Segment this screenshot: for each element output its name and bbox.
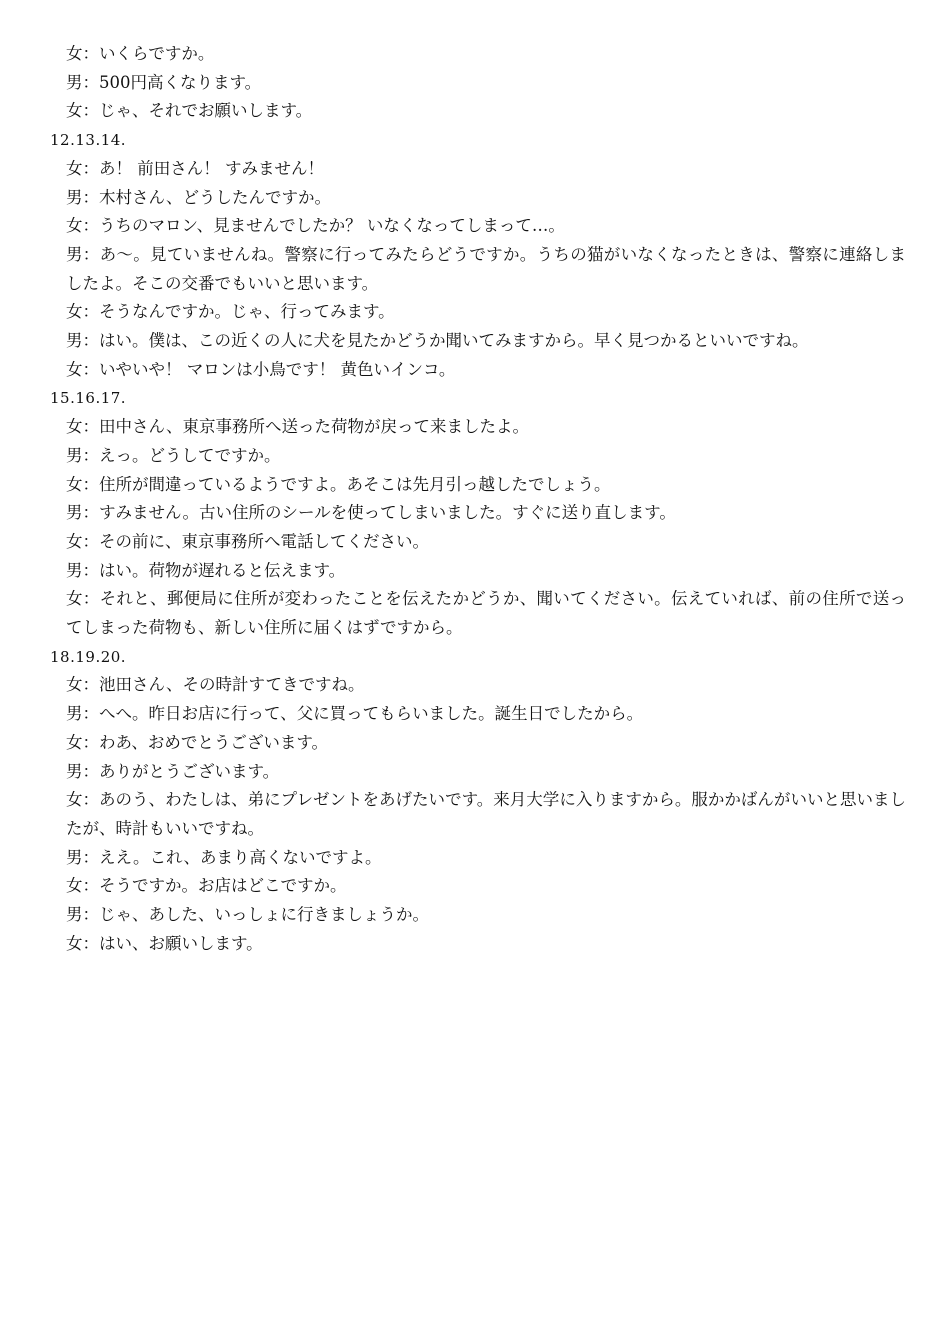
dialogue-line: [50, 184, 906, 213]
dialogue-text: はい、お願いします。: [99, 933, 263, 953]
dialogue-line: [50, 97, 906, 126]
dialogue-text: わあ、おめでとうございます。: [99, 732, 329, 752]
dialogue-text: 木村さん、どうしたんですか。: [99, 187, 331, 207]
speaker-label: 女：: [66, 101, 99, 121]
dialogue-line: [50, 442, 906, 471]
question-number: 18.19.20.: [50, 647, 127, 666]
speaker-label: 女：: [66, 417, 99, 437]
speaker-label: 男：: [66, 72, 99, 92]
dialogue-line: [50, 241, 906, 298]
dialogue-line: [50, 671, 906, 700]
dialogue-line: [50, 528, 906, 557]
speaker-label: 男：: [66, 704, 99, 724]
speaker-label: 男：: [66, 847, 99, 867]
dialogue-text: はい。荷物が遅れると伝えます。: [99, 560, 346, 580]
dialogue-line: [50, 69, 906, 98]
dialogue-line: [50, 212, 906, 241]
dialogue-text: 住所が間違っているようですよ。あそこは先月引っ越したでしょう。: [99, 474, 611, 494]
dialogue-text: あのう、わたしは、弟にプレゼントをあげたいです。来月大学に入りますから。服かかばんがいいと思いましたが、時計もいいですね。: [66, 790, 907, 838]
dialogue-text: じゃ、あした、いっしょに行きましょうか。: [99, 905, 429, 925]
dialogue-line: [50, 356, 906, 385]
dialogue-text: ありがとうございます。: [99, 761, 280, 781]
dialogue-section: [50, 126, 906, 384]
dialogue-text: あ〜。見ていませんね。警察に行ってみたらどうですか。うちの猫がいなくなったときは、警察に連絡しましたよ。そこの交番でもいいと思います。: [66, 244, 907, 293]
dialogue-line: [50, 930, 906, 959]
dialogue-text: 田中さん、東京事務所へ送った荷物が戻って来ましたよ。: [99, 417, 529, 437]
dialogue-line: [50, 471, 906, 500]
dialogue-section: [50, 40, 906, 126]
speaker-label: 女：: [66, 675, 99, 695]
speaker-label: 女：: [66, 589, 100, 609]
speaker-label: 男：: [66, 331, 99, 351]
dialogue-line: [50, 557, 906, 586]
speaker-label: 女：: [66, 158, 99, 178]
speaker-label: 女：: [66, 359, 99, 379]
dialogue-text: すみません。古い住所のシールを使ってしまいました。すぐに送り直します。: [99, 503, 676, 523]
dialogue-text: いくらですか。: [99, 44, 215, 63]
dialogue-text: いやいや！ マロンは小鳥です！ 黄色いインコ。: [99, 359, 456, 379]
speaker-label: 男：: [66, 560, 99, 580]
speaker-label: 男：: [66, 244, 100, 264]
dialogue-text: えっ。どうしてですか。: [99, 445, 281, 465]
speaker-label: 女：: [66, 302, 99, 322]
dialogue-text: そうなんですか。じゃ、行ってみます。: [99, 302, 395, 322]
dialogue-line: [50, 585, 906, 642]
speaker-label: 女：: [66, 876, 99, 896]
dialogue-line: [50, 700, 906, 729]
dialogue-line: [50, 40, 906, 69]
dialogue-text: へへ。昨日お店に行って、父に買ってもらいました。誕生日でしたから。: [99, 704, 644, 724]
dialogue-section: [50, 643, 906, 959]
transcript: [50, 40, 906, 958]
speaker-label: 男：: [66, 761, 99, 781]
speaker-label: 男：: [66, 187, 99, 207]
dialogue-line: [50, 844, 906, 873]
dialogue-text: ええ。これ、あまり高くないですよ。: [99, 847, 382, 867]
dialogue-line: [50, 729, 906, 758]
dialogue-text: 池田さん、その時計すてきですね。: [99, 675, 365, 695]
dialogue-line: [50, 327, 906, 356]
dialogue-line: [50, 298, 906, 327]
dialogue-line: [50, 758, 906, 787]
speaker-label: 女：: [66, 531, 99, 551]
dialogue-line: [50, 155, 906, 184]
dialogue-line: [50, 413, 906, 442]
speaker-label: 男：: [66, 905, 99, 925]
dialogue-line: [50, 901, 906, 930]
speaker-label: 女：: [66, 933, 99, 953]
dialogue-text: その前に、東京事務所へ電話してください。: [99, 531, 429, 551]
dialogue-text: うちのマロン、見ませんでしたか？ いなくなってしまって…。: [99, 216, 565, 236]
dialogue-line: [50, 786, 906, 843]
dialogue-text: それと、郵便局に住所が変わったことを伝えたかどうか、聞いてください。伝えていれば、前の住所で送ってしまった荷物も、新しい住所に届くはずですから。: [66, 589, 906, 638]
speaker-label: 女：: [66, 790, 100, 810]
question-number: 15.16.17.: [50, 389, 127, 408]
speaker-label: 男：: [66, 445, 99, 465]
speaker-label: 女：: [66, 732, 99, 752]
dialogue-text: そうですか。お店はどこですか。: [99, 876, 347, 896]
dialogue-text: 500円高くなります。: [99, 72, 262, 92]
dialogue-text: あ！ 前田さん！ すみません！: [99, 158, 324, 178]
dialogue-section: [50, 384, 906, 642]
dialogue-text: じゃ、それでお願いします。: [99, 101, 313, 121]
speaker-label: 男：: [66, 503, 99, 523]
question-number: 12.13.14.: [50, 131, 127, 150]
speaker-label: 女：: [66, 216, 99, 236]
speaker-label: 女：: [66, 44, 99, 63]
dialogue-line: [50, 872, 906, 901]
dialogue-line: [50, 499, 906, 528]
dialogue-text: はい。僕は、この近くの人に犬を見たかどうか聞いてみますから。早く見つかるといいですね。: [99, 331, 809, 351]
speaker-label: 女：: [66, 474, 99, 494]
